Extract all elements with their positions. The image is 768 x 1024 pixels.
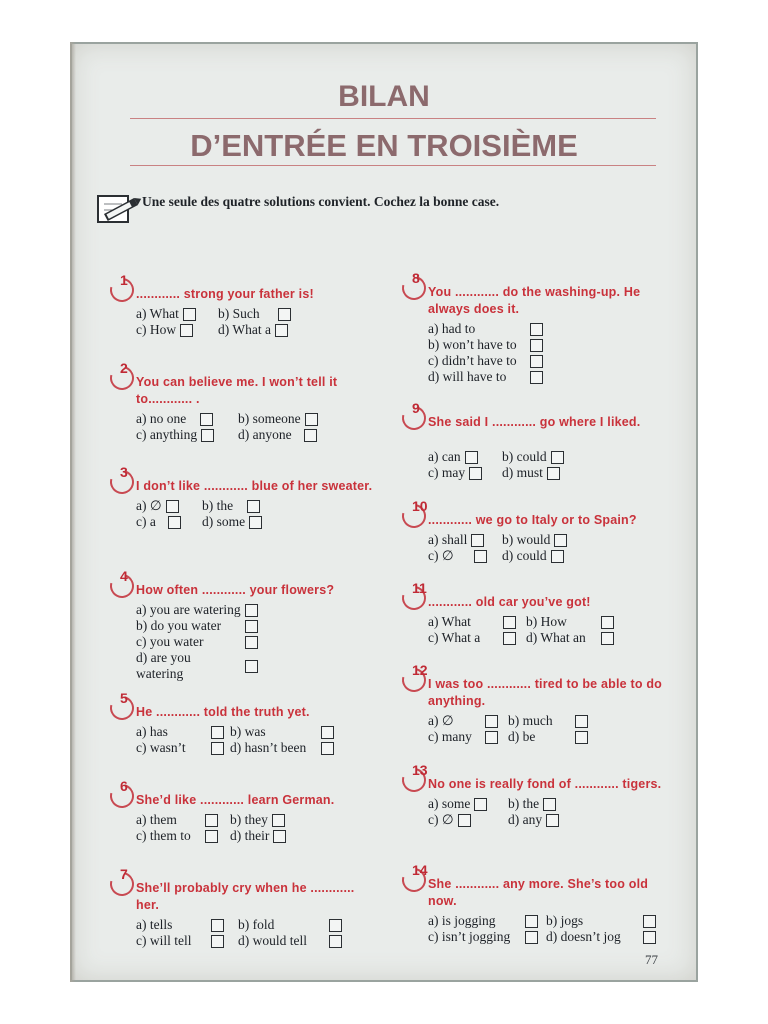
- question-number: 5: [120, 690, 128, 706]
- question-number: 4: [120, 568, 128, 584]
- question-number: 7: [120, 866, 128, 882]
- answer-checkbox[interactable]: [168, 516, 181, 529]
- option-a[interactable]: a) What: [136, 306, 218, 322]
- option-b[interactable]: b) they: [218, 812, 285, 828]
- question-number: 2: [120, 360, 128, 376]
- option-d[interactable]: d) be: [498, 729, 588, 745]
- option-b[interactable]: b) How: [516, 614, 614, 630]
- answer-checkbox[interactable]: [183, 308, 196, 321]
- answer-checkbox[interactable]: [200, 413, 213, 426]
- question-stem: ............ we go to Italy or to Spain?: [428, 513, 637, 527]
- option-d[interactable]: d) their: [218, 828, 286, 844]
- question-stem: How often ............ your flowers?: [136, 583, 335, 597]
- options-grid: [136, 411, 376, 443]
- option-c[interactable]: c) wasn’t: [136, 740, 224, 756]
- answer-checkbox[interactable]: [485, 731, 498, 744]
- option-c[interactable]: c) many: [428, 729, 498, 745]
- answer-checkbox[interactable]: [575, 731, 588, 744]
- question-5: [120, 690, 376, 756]
- question-number: 14: [412, 862, 428, 878]
- option-c[interactable]: c) ∅: [428, 548, 502, 564]
- option-a[interactable]: a) had to: [428, 321, 543, 337]
- answer-checkbox[interactable]: [474, 550, 487, 563]
- question-number: 8: [412, 270, 420, 286]
- option-d[interactable]: d) will have to: [428, 369, 543, 385]
- question-number: 11: [412, 580, 427, 596]
- answer-checkbox[interactable]: [530, 339, 543, 352]
- answer-checkbox[interactable]: [601, 616, 614, 629]
- options-grid: [136, 498, 376, 530]
- page-number: 77: [645, 952, 658, 967]
- question-7: [120, 866, 376, 949]
- option-c[interactable]: c) anything: [136, 427, 238, 443]
- option-b[interactable]: b) the: [202, 498, 260, 514]
- option-a[interactable]: a) ∅: [136, 498, 202, 514]
- question-number: 6: [120, 778, 128, 794]
- title-rule-top: [130, 118, 656, 119]
- answer-checkbox[interactable]: [245, 620, 258, 633]
- answer-checkbox[interactable]: [551, 550, 564, 563]
- options-grid: [136, 812, 376, 844]
- option-b[interactable]: b) Such: [218, 306, 291, 322]
- answer-checkbox[interactable]: [503, 616, 516, 629]
- question-12: [412, 662, 664, 745]
- option-d[interactable]: d) What a: [218, 322, 288, 338]
- answer-checkbox[interactable]: [643, 931, 656, 944]
- question-stem: You ............ do the washing-up. He always does it.: [428, 285, 641, 316]
- answer-checkbox[interactable]: [211, 726, 224, 739]
- answer-checkbox[interactable]: [247, 500, 260, 513]
- options-grid: [428, 449, 664, 481]
- option-d[interactable]: d) any: [508, 812, 559, 828]
- answer-checkbox[interactable]: [643, 915, 656, 928]
- option-d[interactable]: d) would tell: [224, 933, 342, 949]
- option-a[interactable]: a) can: [428, 449, 502, 465]
- options-grid: [136, 917, 376, 949]
- worksheet-page: [70, 42, 698, 982]
- question-8: [412, 270, 664, 385]
- option-b[interactable]: b) could: [502, 449, 564, 465]
- option-a[interactable]: a) no one: [136, 411, 238, 427]
- question-stem: She ............ any more. She’s too old now.: [428, 877, 649, 908]
- answer-checkbox[interactable]: [485, 715, 498, 728]
- option-d[interactable]: d) could: [502, 548, 564, 564]
- answer-checkbox[interactable]: [275, 324, 288, 337]
- question-number: 3: [120, 464, 128, 480]
- question-stem: She said I ............ go where I liked.: [428, 415, 641, 429]
- answer-checkbox[interactable]: [551, 451, 564, 464]
- question-3: [120, 464, 376, 530]
- title-subtitle: D’ENTRÉE EN TROISIÈME: [190, 128, 578, 163]
- answer-checkbox[interactable]: [180, 324, 193, 337]
- question-13: [412, 762, 664, 828]
- option-b[interactable]: b) jogs: [538, 913, 656, 929]
- answer-checkbox[interactable]: [458, 814, 471, 827]
- option-a[interactable]: a) some: [428, 796, 508, 812]
- answer-checkbox[interactable]: [547, 467, 560, 480]
- answer-checkbox[interactable]: [530, 355, 543, 368]
- options-grid: [428, 532, 664, 564]
- page-edge-shadow: [70, 42, 76, 982]
- option-c[interactable]: c) How: [136, 322, 218, 338]
- question-stem: She’d like ............ learn German.: [136, 793, 335, 807]
- options-grid: [428, 796, 664, 828]
- question-4: [120, 568, 376, 682]
- option-a[interactable]: a) has: [136, 724, 224, 740]
- option-a[interactable]: a) shall: [428, 532, 502, 548]
- question-6: [120, 778, 376, 844]
- answer-checkbox[interactable]: [321, 726, 334, 739]
- answer-checkbox[interactable]: [304, 429, 317, 442]
- question-stem: I don’t like ............ blue of her sweater.: [136, 479, 373, 493]
- option-a[interactable]: a) you are watering: [136, 602, 258, 618]
- answer-checkbox[interactable]: [465, 451, 478, 464]
- question-stem: No one is really fond of ............ tigers.: [428, 777, 662, 791]
- option-b[interactable]: b) someone: [238, 411, 318, 427]
- question-stem: ............ old car you’ve got!: [428, 595, 591, 609]
- options-list: [136, 602, 376, 682]
- answer-checkbox[interactable]: [329, 919, 342, 932]
- option-b[interactable]: b) fold: [224, 917, 342, 933]
- answer-checkbox[interactable]: [211, 935, 224, 948]
- option-c[interactable]: c) you water: [136, 634, 258, 650]
- option-b[interactable]: b) the: [508, 796, 556, 812]
- answer-checkbox[interactable]: [245, 604, 258, 617]
- option-a[interactable]: a) them: [136, 812, 218, 828]
- options-list: [428, 321, 664, 385]
- answer-checkbox[interactable]: [530, 323, 543, 336]
- option-d[interactable]: d) some: [202, 514, 262, 530]
- answer-checkbox[interactable]: [211, 742, 224, 755]
- answer-checkbox[interactable]: [201, 429, 214, 442]
- answer-checkbox[interactable]: [278, 308, 291, 321]
- answer-checkbox[interactable]: [601, 632, 614, 645]
- question-stem: I was too ............ tired to be able to do anything.: [428, 677, 663, 708]
- answer-checkbox[interactable]: [211, 919, 224, 932]
- question-14: [412, 862, 664, 945]
- answer-checkbox[interactable]: [205, 830, 218, 843]
- options-grid: [428, 913, 664, 945]
- option-d[interactable]: d) hasn’t been: [224, 740, 334, 756]
- question-11: [412, 580, 664, 646]
- answer-checkbox[interactable]: [554, 534, 567, 547]
- question-number: 13: [412, 762, 428, 778]
- answer-checkbox[interactable]: [543, 798, 556, 811]
- question-number: 9: [412, 400, 420, 416]
- answer-checkbox[interactable]: [503, 632, 516, 645]
- option-d[interactable]: d) doesn’t jog: [538, 929, 656, 945]
- answer-checkbox[interactable]: [245, 636, 258, 649]
- answer-checkbox[interactable]: [321, 742, 334, 755]
- options-grid: [136, 724, 376, 756]
- question-number: 10: [412, 498, 428, 514]
- question-stem: You can believe me. I won’t tell it to............ .: [136, 375, 338, 406]
- pen-icon: [96, 192, 144, 226]
- answer-checkbox[interactable]: [525, 931, 538, 944]
- title-rule-bottom: [130, 165, 656, 166]
- option-b[interactable]: b) do you water: [136, 618, 258, 634]
- question-number: 12: [412, 662, 428, 678]
- answer-checkbox[interactable]: [272, 814, 285, 827]
- answer-checkbox[interactable]: [273, 830, 286, 843]
- answer-checkbox[interactable]: [530, 371, 543, 384]
- option-c[interactable]: c) What a: [428, 630, 516, 646]
- question-2: [120, 360, 376, 443]
- title-bilan: BILAN: [338, 80, 430, 113]
- option-d[interactable]: d) anyone: [238, 427, 317, 443]
- question-stem: ............ strong your father is!: [136, 287, 314, 301]
- answer-checkbox[interactable]: [525, 915, 538, 928]
- option-b[interactable]: b) was: [224, 724, 334, 740]
- question-stem: He ............ told the truth yet.: [136, 705, 310, 719]
- option-b[interactable]: b) won’t have to: [428, 337, 543, 353]
- option-c[interactable]: c) them to: [136, 828, 218, 844]
- option-c[interactable]: c) ∅: [428, 812, 508, 828]
- option-a[interactable]: a) What: [428, 614, 516, 630]
- question-10: [412, 498, 664, 564]
- option-d[interactable]: d) must: [502, 465, 560, 481]
- option-b[interactable]: b) much: [498, 713, 588, 729]
- options-grid: [428, 713, 664, 745]
- option-a[interactable]: a) ∅: [428, 713, 498, 729]
- answer-checkbox[interactable]: [245, 660, 258, 673]
- answer-checkbox[interactable]: [329, 935, 342, 948]
- question-1: [120, 272, 376, 338]
- answer-checkbox[interactable]: [166, 500, 179, 513]
- option-d[interactable]: d) are you watering: [136, 650, 258, 682]
- answer-checkbox[interactable]: [546, 814, 559, 827]
- answer-checkbox[interactable]: [469, 467, 482, 480]
- option-c[interactable]: c) isn’t jogging: [428, 929, 538, 945]
- option-c[interactable]: c) a: [136, 514, 202, 530]
- option-c[interactable]: c) didn’t have to: [428, 353, 543, 369]
- option-b[interactable]: b) would: [502, 532, 567, 548]
- option-a[interactable]: a) tells: [136, 917, 224, 933]
- option-d[interactable]: d) What an: [516, 630, 614, 646]
- answer-checkbox[interactable]: [249, 516, 262, 529]
- instruction-text: Une seule des quatre solutions convient. Cochez la bonne case.: [142, 194, 500, 209]
- option-c[interactable]: c) will tell: [136, 933, 224, 949]
- question-stem: She’ll probably cry when he ............ her.: [136, 881, 355, 912]
- answer-checkbox[interactable]: [471, 534, 484, 547]
- answer-checkbox[interactable]: [205, 814, 218, 827]
- question-9: [412, 400, 664, 481]
- answer-checkbox[interactable]: [305, 413, 318, 426]
- option-c[interactable]: c) may: [428, 465, 502, 481]
- options-grid: [136, 306, 376, 338]
- option-a[interactable]: a) is jogging: [428, 913, 538, 929]
- answer-checkbox[interactable]: [474, 798, 487, 811]
- answer-checkbox[interactable]: [575, 715, 588, 728]
- question-number: 1: [120, 272, 128, 288]
- options-grid: [428, 614, 664, 646]
